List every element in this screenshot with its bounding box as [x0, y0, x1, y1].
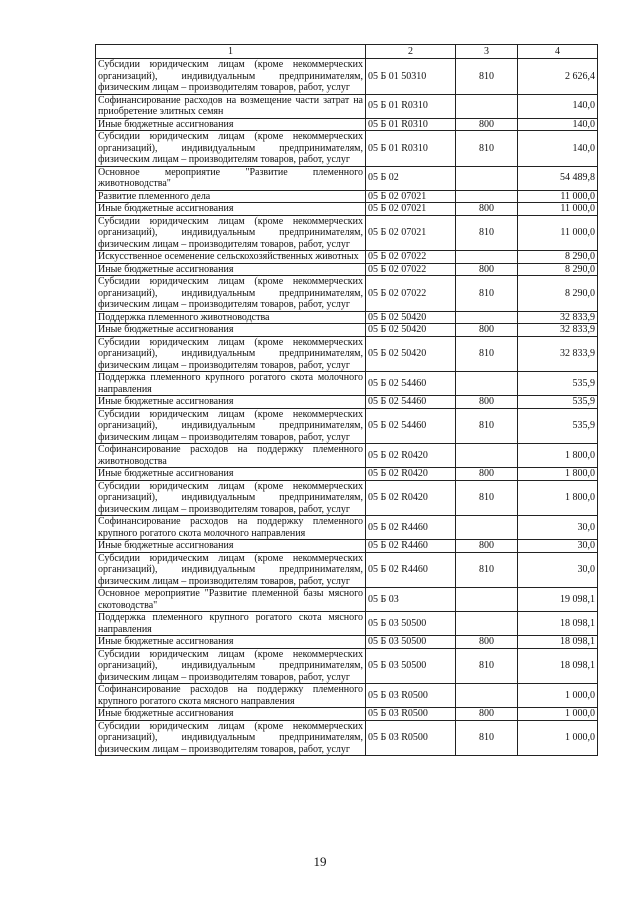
row-target-code: 05 Б 02 54460 — [366, 396, 456, 409]
header-col-3: 3 — [456, 45, 518, 59]
table-row — [96, 468, 598, 481]
row-expense-type — [456, 588, 518, 612]
row-amount: 18 098,1 — [518, 648, 598, 684]
row-description: Поддержка племенного крупного рогатого скота мясного направления — [96, 612, 366, 636]
row-description: Основное мероприятие "Развитие племенной базы мясного скотоводства" — [96, 588, 366, 612]
row-target-code: 05 Б 01 50310 — [366, 59, 456, 95]
table-row — [96, 588, 598, 612]
row-amount: 140,0 — [518, 94, 598, 118]
row-description: Иные бюджетные ассигнования — [96, 540, 366, 553]
row-expense-type — [456, 612, 518, 636]
row-description: Иные бюджетные ассигнования — [96, 324, 366, 337]
row-target-code: 05 Б 03 50500 — [366, 648, 456, 684]
row-expense-type: 810 — [456, 215, 518, 251]
table-row — [96, 203, 598, 216]
row-amount: 11 000,0 — [518, 215, 598, 251]
row-description: Иные бюджетные ассигнования — [96, 708, 366, 721]
row-expense-type — [456, 311, 518, 324]
table-row — [96, 94, 598, 118]
table-row — [96, 396, 598, 409]
row-expense-type — [456, 372, 518, 396]
row-target-code: 05 Б 03 R0500 — [366, 720, 456, 756]
row-target-code: 05 Б 02 R4460 — [366, 552, 456, 588]
row-amount: 8 290,0 — [518, 263, 598, 276]
row-expense-type — [456, 94, 518, 118]
table-row — [96, 311, 598, 324]
table-row — [96, 612, 598, 636]
row-amount: 19 098,1 — [518, 588, 598, 612]
budget-table-body — [96, 45, 598, 756]
row-amount: 30,0 — [518, 540, 598, 553]
table-row — [96, 190, 598, 203]
row-target-code: 05 Б 02 07021 — [366, 215, 456, 251]
row-expense-type — [456, 684, 518, 708]
table-row — [96, 372, 598, 396]
row-expense-type: 800 — [456, 540, 518, 553]
row-expense-type: 810 — [456, 480, 518, 516]
row-expense-type: 800 — [456, 118, 518, 131]
row-target-code: 05 Б 03 — [366, 588, 456, 612]
row-target-code: 05 Б 02 R0420 — [366, 480, 456, 516]
row-target-code: 05 Б 03 50500 — [366, 612, 456, 636]
row-amount: 30,0 — [518, 552, 598, 588]
row-description: Субсидии юридическим лицам (кроме некоммерческих организаций), индивидуальным предпринимателям, физическим лицам – производителям товаров, работ, услуг — [96, 720, 366, 756]
row-expense-type: 800 — [456, 636, 518, 649]
row-target-code: 05 Б 02 07021 — [366, 203, 456, 216]
row-amount: 30,0 — [518, 516, 598, 540]
row-target-code: 05 Б 02 54460 — [366, 408, 456, 444]
row-amount: 1 000,0 — [518, 708, 598, 721]
row-target-code: 05 Б 03 R0500 — [366, 684, 456, 708]
table-row — [96, 118, 598, 131]
row-amount: 1 000,0 — [518, 684, 598, 708]
table-row — [96, 684, 598, 708]
table-row — [96, 324, 598, 337]
table-row — [96, 480, 598, 516]
row-amount: 8 290,0 — [518, 251, 598, 264]
row-amount: 32 833,9 — [518, 324, 598, 337]
table-row — [96, 648, 598, 684]
table-row — [96, 263, 598, 276]
row-amount: 2 626,4 — [518, 59, 598, 95]
row-target-code: 05 Б 02 — [366, 166, 456, 190]
row-expense-type: 800 — [456, 203, 518, 216]
row-description: Основное мероприятие "Развитие племенного животноводства" — [96, 166, 366, 190]
row-description: Софинансирование расходов на поддержку племенного крупного рогатого скота молочного направления — [96, 516, 366, 540]
row-description: Иные бюджетные ассигнования — [96, 118, 366, 131]
row-description: Субсидии юридическим лицам (кроме некоммерческих организаций), индивидуальным предпринимателям, физическим лицам – производителям товаров, работ, услуг — [96, 131, 366, 167]
row-description: Поддержка племенного животноводства — [96, 311, 366, 324]
row-description: Субсидии юридическим лицам (кроме некоммерческих организаций), индивидуальным предпринимателям, физическим лицам – производителям товаров, работ, услуг — [96, 408, 366, 444]
table-row — [96, 552, 598, 588]
row-expense-type: 810 — [456, 648, 518, 684]
table-row — [96, 540, 598, 553]
table-row — [96, 336, 598, 372]
row-target-code: 05 Б 02 50420 — [366, 311, 456, 324]
row-description: Субсидии юридическим лицам (кроме некоммерческих организаций), индивидуальным предпринимателям, физическим лицам – производителям товаров, работ, услуг — [96, 215, 366, 251]
row-expense-type — [456, 516, 518, 540]
table-row — [96, 131, 598, 167]
table-row — [96, 215, 598, 251]
row-expense-type — [456, 444, 518, 468]
table-row — [96, 408, 598, 444]
row-target-code: 05 Б 02 50420 — [366, 336, 456, 372]
row-amount: 1 800,0 — [518, 468, 598, 481]
row-amount: 8 290,0 — [518, 276, 598, 312]
row-amount: 32 833,9 — [518, 311, 598, 324]
budget-table — [95, 44, 598, 756]
row-amount: 11 000,0 — [518, 190, 598, 203]
row-target-code: 05 Б 02 50420 — [366, 324, 456, 337]
table-row — [96, 166, 598, 190]
row-description: Субсидии юридическим лицам (кроме некоммерческих организаций), индивидуальным предпринимателям, физическим лицам – производителям товаров, работ, услуг — [96, 480, 366, 516]
row-target-code: 05 Б 01 R0310 — [366, 94, 456, 118]
row-description: Софинансирование расходов на возмещение части затрат на приобретение элитных семян — [96, 94, 366, 118]
row-description: Развитие племенного дела — [96, 190, 366, 203]
row-expense-type: 810 — [456, 552, 518, 588]
table-row — [96, 251, 598, 264]
row-amount: 11 000,0 — [518, 203, 598, 216]
table-row — [96, 516, 598, 540]
row-amount: 535,9 — [518, 396, 598, 409]
row-target-code: 05 Б 02 R4460 — [366, 540, 456, 553]
row-expense-type: 800 — [456, 324, 518, 337]
row-amount: 54 489,8 — [518, 166, 598, 190]
row-amount: 140,0 — [518, 118, 598, 131]
row-target-code: 05 Б 02 R4460 — [366, 516, 456, 540]
row-amount: 18 098,1 — [518, 612, 598, 636]
row-target-code: 05 Б 02 R0420 — [366, 444, 456, 468]
row-description: Субсидии юридическим лицам (кроме некоммерческих организаций), индивидуальным предпринимателям, физическим лицам – производителям товаров, работ, услуг — [96, 648, 366, 684]
row-amount: 1 800,0 — [518, 480, 598, 516]
row-expense-type: 800 — [456, 396, 518, 409]
row-target-code: 05 Б 02 07022 — [366, 263, 456, 276]
row-expense-type: 800 — [456, 708, 518, 721]
row-target-code: 05 Б 02 07021 — [366, 190, 456, 203]
row-amount: 1 800,0 — [518, 444, 598, 468]
row-description: Софинансирование расходов на поддержку племенного животноводства — [96, 444, 366, 468]
row-description: Иные бюджетные ассигнования — [96, 203, 366, 216]
row-description: Софинансирование расходов на поддержку племенного крупного рогатого скота мясного направления — [96, 684, 366, 708]
row-target-code: 05 Б 02 R0420 — [366, 468, 456, 481]
row-description: Поддержка племенного крупного рогатого скота молочного направления — [96, 372, 366, 396]
row-description: Субсидии юридическим лицам (кроме некоммерческих организаций), индивидуальным предпринимателям, физическим лицам – производителям товаров, работ, услуг — [96, 552, 366, 588]
row-expense-type — [456, 251, 518, 264]
table-row — [96, 59, 598, 95]
row-description: Иные бюджетные ассигнования — [96, 396, 366, 409]
header-col-4: 4 — [518, 45, 598, 59]
table-header-row — [96, 45, 598, 59]
row-description: Иные бюджетные ассигнования — [96, 636, 366, 649]
table-row — [96, 636, 598, 649]
header-col-2: 2 — [366, 45, 456, 59]
row-expense-type: 800 — [456, 468, 518, 481]
row-expense-type: 810 — [456, 59, 518, 95]
row-expense-type: 810 — [456, 408, 518, 444]
row-target-code: 05 Б 01 R0310 — [366, 118, 456, 131]
row-description: Субсидии юридическим лицам (кроме некоммерческих организаций), индивидуальным предпринимателям, физическим лицам – производителям товаров, работ, услуг — [96, 59, 366, 95]
row-expense-type: 810 — [456, 336, 518, 372]
row-amount: 32 833,9 — [518, 336, 598, 372]
header-col-1: 1 — [96, 45, 366, 59]
row-description: Субсидии юридическим лицам (кроме некоммерческих организаций), индивидуальным предпринимателям, физическим лицам – производителям товаров, работ, услуг — [96, 276, 366, 312]
row-target-code: 05 Б 03 50500 — [366, 636, 456, 649]
row-amount: 1 000,0 — [518, 720, 598, 756]
row-amount: 140,0 — [518, 131, 598, 167]
table-row — [96, 720, 598, 756]
row-expense-type: 810 — [456, 720, 518, 756]
row-expense-type: 810 — [456, 131, 518, 167]
table-row — [96, 444, 598, 468]
row-expense-type — [456, 190, 518, 203]
table-row — [96, 276, 598, 312]
row-amount: 535,9 — [518, 372, 598, 396]
row-target-code: 05 Б 02 07022 — [366, 251, 456, 264]
row-target-code: 05 Б 02 07022 — [366, 276, 456, 312]
page-number: 19 — [313, 854, 327, 869]
row-amount: 535,9 — [518, 408, 598, 444]
row-description: Искусственное осеменение сельскохозяйственных животных — [96, 251, 366, 264]
row-description: Иные бюджетные ассигнования — [96, 263, 366, 276]
row-target-code: 05 Б 02 54460 — [366, 372, 456, 396]
row-description: Субсидии юридическим лицам (кроме некоммерческих организаций), индивидуальным предпринимателям, физическим лицам – производителям товаров, работ, услуг — [96, 336, 366, 372]
row-expense-type: 810 — [456, 276, 518, 312]
row-expense-type — [456, 166, 518, 190]
row-description: Иные бюджетные ассигнования — [96, 468, 366, 481]
row-target-code: 05 Б 03 R0500 — [366, 708, 456, 721]
row-expense-type: 800 — [456, 263, 518, 276]
row-target-code: 05 Б 01 R0310 — [366, 131, 456, 167]
table-row — [96, 708, 598, 721]
row-amount: 18 098,1 — [518, 636, 598, 649]
